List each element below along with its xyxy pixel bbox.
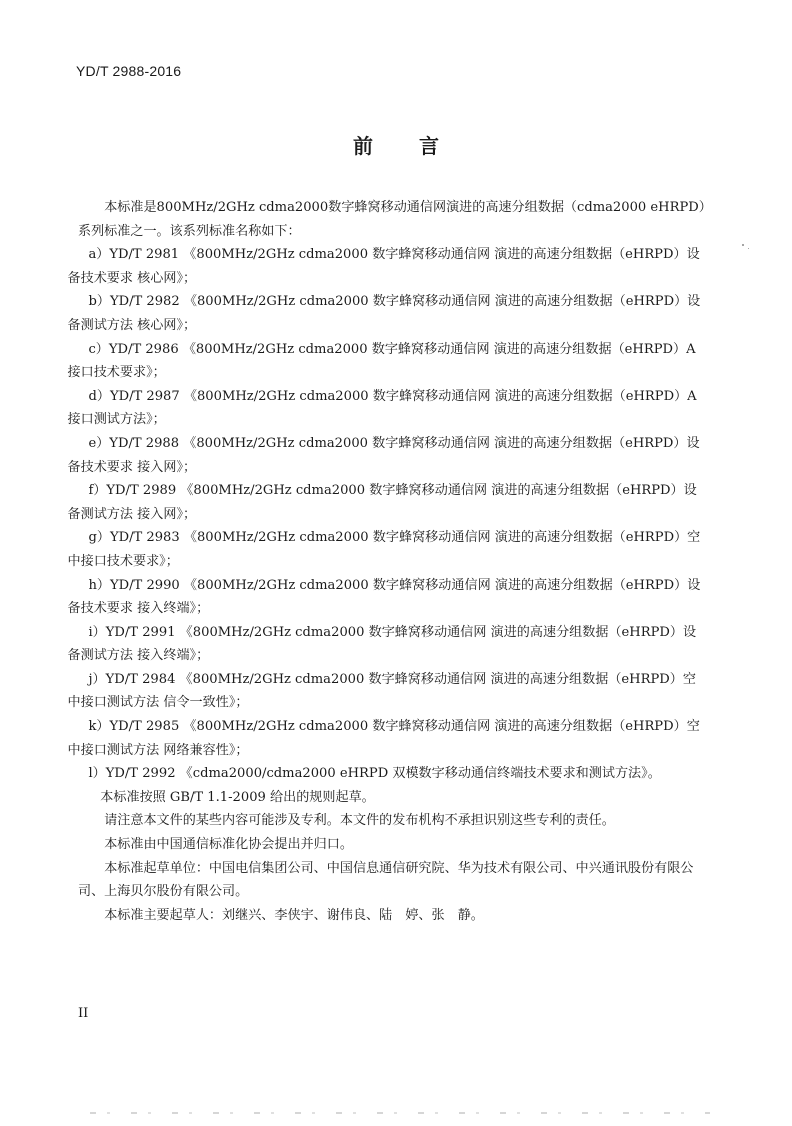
list-item-line2: 中接口测试方法 网络兼容性》； — [67, 742, 249, 758]
list-item — [67, 621, 714, 668]
list-item — [67, 715, 714, 762]
list-item-line1: f）YD/T 2989 《800MHz/2GHz cdma2000 数字蜂窝移动通信网 演进的高速分组数据（eHRPD）设 — [88, 483, 697, 499]
foreword-body — [67, 196, 714, 927]
list-item-line2: 备技术要求 接入网》； — [67, 459, 197, 475]
list-item-line2: 备测试方法 核心网》； — [67, 317, 197, 333]
list-item-last: l）YD/T 2992 《cdma2000/cdma2000 eHRPD 双模数字移动通信终端技术要求和测试方法》。 — [88, 766, 661, 782]
list-item-line2: 备测试方法 接入网》； — [67, 506, 197, 522]
title-char-2: 言 — [419, 134, 439, 158]
list-item — [67, 243, 714, 290]
page-number: II — [78, 1006, 89, 1021]
list-item — [67, 479, 714, 526]
list-item-line1: i）YD/T 2991 《800MHz/2GHz cdma2000 数字蜂窝移动通信网 演进的高速分组数据（eHRPD）设 — [88, 624, 697, 640]
page-title — [0, 130, 792, 159]
list-item — [67, 290, 714, 337]
list-item-line1: a）YD/T 2981 《800MHz/2GHz cdma2000 数字蜂窝移动通信网 演进的高速分组数据（eHRPD）设 — [88, 247, 700, 263]
list-item-line1: d）YD/T 2987 《800MHz/2GHz cdma2000 数字蜂窝移动通信网 演进的高速分组数据（eHRPD）A — [88, 388, 697, 404]
list-item-line2: 备技术要求 核心网》； — [67, 270, 197, 286]
list-item-line2: 中接口测试方法 信令一致性》； — [67, 695, 249, 711]
list-item-line2: 中接口技术要求》； — [67, 553, 179, 569]
patent-note-paragraph: 请注意本文件的某些内容可能涉及专利。本文件的发布机构不承担识别这些专利的责任。 — [104, 813, 615, 829]
drafting-units-paragraph: 本标准起草单位：中国电信集团公司、中国信息通信研究院、华为技术有限公司、中兴通讯股份有限公司、上海贝尔股份有限公司。 — [78, 860, 694, 900]
standard-code-header: YD/T 2988-2016 — [76, 63, 182, 79]
intro-paragraph: 本标准是800MHz/2GHz cdma2000数字蜂窝移动通信网演进的高速分组数据（cdma2000 eHRPD）系列标准之一。该系列标准名称如下： — [78, 200, 712, 239]
list-item-line1: g）YD/T 2983 《800MHz/2GHz cdma2000 数字蜂窝移动通信网 演进的高速分组数据（eHRPD）空 — [88, 530, 701, 546]
list-item-line2: 接口测试方法》； — [67, 412, 166, 428]
list-item — [67, 338, 714, 385]
list-item-line1: c）YD/T 2986 《800MHz/2GHz cdma2000 数字蜂窝移动通信网 演进的高速分组数据（eHRPD）A — [88, 341, 696, 357]
list-item-line2: 备技术要求 接入终端》； — [67, 601, 210, 617]
list-item-line1: h）YD/T 2990 《800MHz/2GHz cdma2000 数字蜂窝移动通信网 演进的高速分组数据（eHRPD）设 — [88, 577, 701, 593]
list-item-line1: e）YD/T 2988 《800MHz/2GHz cdma2000 数字蜂窝移动通信网 演进的高速分组数据（eHRPD）设 — [88, 435, 700, 451]
scan-edge-noise — [90, 1112, 710, 1114]
list-item-line1: j）YD/T 2984 《800MHz/2GHz cdma2000 数字蜂窝移动通信网 演进的高速分组数据（eHRPD）空 — [88, 671, 696, 687]
drafting-rule-paragraph: 本标准按照 GB/T 1.1-2009 给出的规则起草。 — [100, 789, 375, 805]
series-list — [67, 243, 714, 786]
list-item-line1: b）YD/T 2982 《800MHz/2GHz cdma2000 数字蜂窝移动通信网 演进的高速分组数据（eHRPD）设 — [88, 294, 701, 310]
title-char-1: 前 — [353, 134, 373, 158]
list-item — [67, 574, 714, 621]
list-item — [67, 385, 714, 432]
list-item-line1: k）YD/T 2985 《800MHz/2GHz cdma2000 数字蜂窝移动通信网 演进的高速分组数据（eHRPD）空 — [88, 719, 700, 735]
scan-speck — [748, 248, 749, 249]
list-item — [67, 668, 714, 715]
drafters-paragraph: 本标准主要起草人：刘继兴、李侠宇、谢伟良、陆 婷、张 静。 — [104, 907, 484, 923]
proposer-paragraph: 本标准由中国通信标准化协会提出并归口。 — [104, 837, 353, 853]
scan-speck — [742, 244, 744, 246]
list-item — [67, 526, 714, 573]
list-item — [67, 432, 714, 479]
list-item-line2: 备测试方法 接入终端》； — [67, 648, 210, 664]
list-item-line2: 接口技术要求》； — [67, 365, 166, 381]
